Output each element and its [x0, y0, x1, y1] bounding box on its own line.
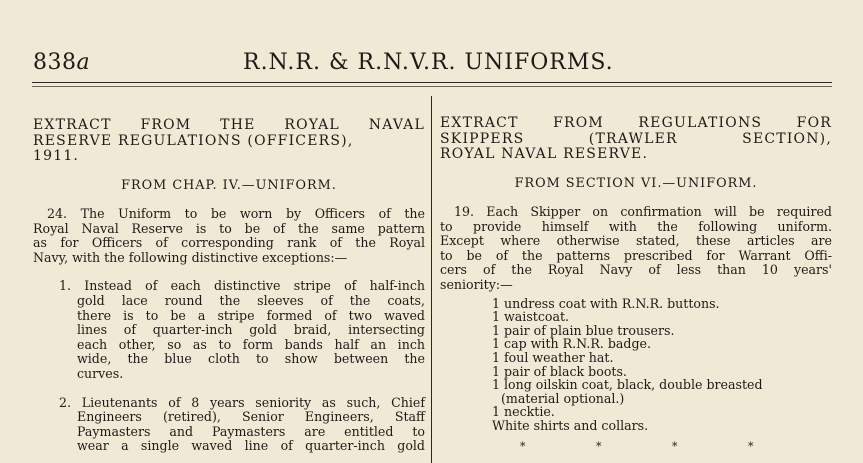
list-item: 1 long oilskin coat, black, double breasted [492, 377, 763, 393]
page-title: R.N.R. & R.N.V.R. UNIFORMS. [243, 50, 614, 75]
paragraph-19 [440, 205, 832, 293]
left-heading [33, 118, 425, 165]
paragraph-line: seniority:— [440, 277, 513, 293]
item-line: Engineers (retired), Senior Engineers, Staff [77, 409, 425, 425]
paragraph-line: Navy, with the following distinctive exceptions:— [33, 249, 348, 265]
left-column [33, 118, 425, 454]
list-item: 1 pair of plain blue trousers. [492, 322, 675, 338]
list-item: (material optional.) [501, 390, 625, 406]
right-heading-line: ROYAL NAVAL RESERVE. [440, 146, 649, 162]
item-line: wide, the blue cloth to show between the [77, 351, 425, 367]
page-number-suffix: a [76, 50, 91, 75]
page-number: 838a [33, 50, 91, 75]
right-heading-line: EXTRACT FROM REGULATIONS FOR [440, 115, 832, 131]
paragraph-24 [33, 207, 425, 265]
item-line: curves. [77, 366, 124, 382]
paragraph-line: Except where otherwise stated, these articles are [440, 233, 832, 249]
list-item: 1 undress coat with R.N.R. buttons. [492, 295, 720, 311]
paragraph-line: as for Officers of corresponding rank of the Royal [33, 235, 425, 251]
item-line: wear a single waved line of quarter-inch gold [77, 438, 425, 454]
star-mark: * [596, 439, 602, 453]
list-item: 1 waistcoat. [492, 309, 570, 325]
left-heading-line: RESERVE REGULATIONS (OFFICERS), [33, 132, 354, 149]
paragraph-line: 19. Each Skipper on confirmation will be required [454, 204, 832, 220]
item-2 [59, 396, 425, 454]
star-mark: * [520, 439, 526, 453]
left-subheading: FROM CHAP. IV.—UNIFORM. [121, 177, 337, 193]
list-item: 1 necktie. [492, 404, 555, 420]
list-item: 1 foul weather hat. [492, 350, 614, 366]
right-column [440, 116, 832, 454]
paragraph-line: to provide himself with the following uniform. [440, 218, 832, 234]
column-divider [431, 96, 432, 463]
left-heading-line: EXTRACT FROM THE ROYAL NAVAL [33, 117, 425, 133]
star-mark: * [748, 439, 754, 453]
section-break-stars [520, 439, 832, 455]
list-item: 1 pair of black boots. [492, 363, 627, 379]
right-heading [440, 116, 832, 163]
paragraph-line: to be of the patterns prescribed for Warrant Offi- [440, 247, 832, 263]
star-mark: * [672, 439, 678, 453]
list-item: White shirts and collars. [492, 418, 649, 433]
uniform-list [492, 297, 832, 433]
item-line: lines of quarter-inch gold braid, intersecting [77, 322, 425, 338]
item-line: 1. Instead of each distinctive stripe of half-inch [59, 278, 425, 294]
paragraph-line: Royal Naval Reserve is to be of the same pattern [33, 220, 425, 236]
paragraph-line: cers of the Royal Navy of less than 10 years' [440, 262, 832, 278]
item-line: Paymasters and Paymasters are entitled to [77, 423, 425, 439]
item-line: each other, so as to form bands half an inch [77, 336, 425, 352]
right-subheading: FROM SECTION VI.—UNIFORM. [514, 175, 758, 191]
item-1 [59, 279, 425, 381]
left-heading-line: 1911. [33, 148, 80, 164]
item-line: gold lace round the sleeves of the coats, [77, 293, 425, 309]
paragraph-line: 24. The Uniform to be worn by Officers of the [47, 206, 425, 222]
right-heading-line: SKIPPERS (TRAWLER SECTION), [440, 130, 832, 147]
list-item: 1 cap with R.N.R. badge. [492, 336, 651, 352]
item-line: 2. Lieutenants of 8 years seniority as such, Chief [59, 394, 425, 410]
header-rule [32, 82, 832, 83]
item-line: there is to be a stripe formed of two waved [77, 307, 425, 323]
header-rule-secondary [32, 86, 832, 87]
